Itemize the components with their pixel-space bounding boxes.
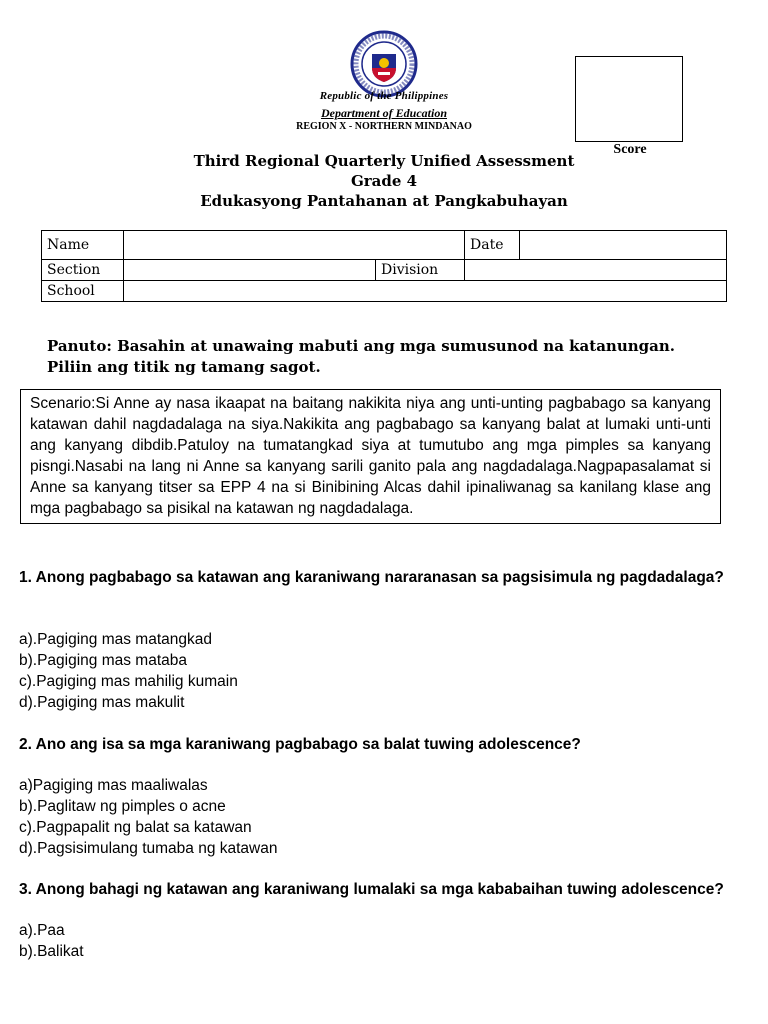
question-3: 3. Anong bahagi ng katawan ang karaniwang lumalaki sa mga kababaihan tuwing adolescence? — [19, 881, 724, 898]
question-1: 1. Anong pagbabago sa katawan ang karaniwang nararanasan sa pagsisimula ng pagdadalaga? — [19, 569, 724, 586]
student-info-table — [41, 230, 727, 302]
question-1-options — [19, 629, 719, 713]
instructions: Panuto: Basahin at unawaing mabuti ang mga sumusunod na katanungan. Piliin ang titik ng tamang sagot. — [47, 337, 675, 376]
section-label: Section — [42, 260, 124, 281]
option[interactable]: a)Pagiging mas maaliwalas — [19, 777, 208, 794]
deped-seal-icon — [350, 30, 418, 98]
name-field[interactable] — [124, 231, 465, 260]
name-label: Name — [42, 231, 124, 260]
date-label: Date — [465, 231, 520, 260]
title-line-3: Edukasyong Pantahanan at Pangkabuhayan — [200, 192, 568, 210]
option[interactable]: c).Pagiging mas mahilig kumain — [19, 673, 238, 690]
section-field[interactable] — [124, 260, 376, 281]
score-label: Score — [613, 142, 647, 157]
question-3-options — [19, 920, 719, 962]
option[interactable]: a).Pagiging mas matangkad — [19, 631, 213, 648]
option[interactable]: b).Pagiging mas mataba — [19, 652, 188, 669]
option[interactable]: d).Pagsisimulang tumaba ng katawan — [19, 840, 278, 857]
school-field[interactable] — [124, 281, 727, 302]
school-label: School — [42, 281, 124, 302]
option[interactable]: b).Paglitaw ng pimples o acne — [19, 798, 226, 815]
question-2: 2. Ano ang isa sa mga karaniwang pagbabago sa balat tuwing adolescence? — [19, 736, 581, 753]
title-line-2: Grade 4 — [350, 172, 418, 190]
scenario-box: Scenario:Si Anne ay nasa ikaapat na baitang nakikita niya ang unti-unting pagbabago sa kanyang katawan dahil nagdadalaga na siya.Nakikita ang pagbabago sa kanyang balat at lumaki unti-unti ang kanyang dibdib.Patuloy na tumatangkad siya at tumutubo ang mga pimples sa kanyang pisngi.Nasabi na lang ni Anne sa kanyang sarili ganito pala ang nagdadalaga.Nagpapasalamat si Anne sa kanyang titser sa EPP 4 na si Binibining Alcas dahil ipinaliwanag sa kanilang klase ang mga pagbabago sa pisikal na katawan ng nagdadalaga. — [20, 389, 721, 524]
division-field[interactable] — [465, 260, 727, 281]
option[interactable]: a).Paa — [19, 922, 65, 939]
option[interactable]: c).Pagpapalit ng balat sa katawan — [19, 819, 252, 836]
question-2-options — [19, 775, 719, 859]
date-field[interactable] — [520, 231, 727, 260]
region-label: REGION X - NORTHERN MINDANAO — [296, 121, 472, 132]
option[interactable]: b).Balikat — [19, 943, 84, 960]
division-label: Division — [376, 260, 465, 281]
score-box[interactable] — [575, 56, 683, 142]
department-label: Department of Education — [320, 106, 447, 120]
title-line-1: Third Regional Quarterly Unified Assessment — [193, 152, 575, 170]
option[interactable]: d).Pagiging mas makulit — [19, 694, 185, 711]
republic-label: Republic of the Philippines — [319, 90, 449, 102]
